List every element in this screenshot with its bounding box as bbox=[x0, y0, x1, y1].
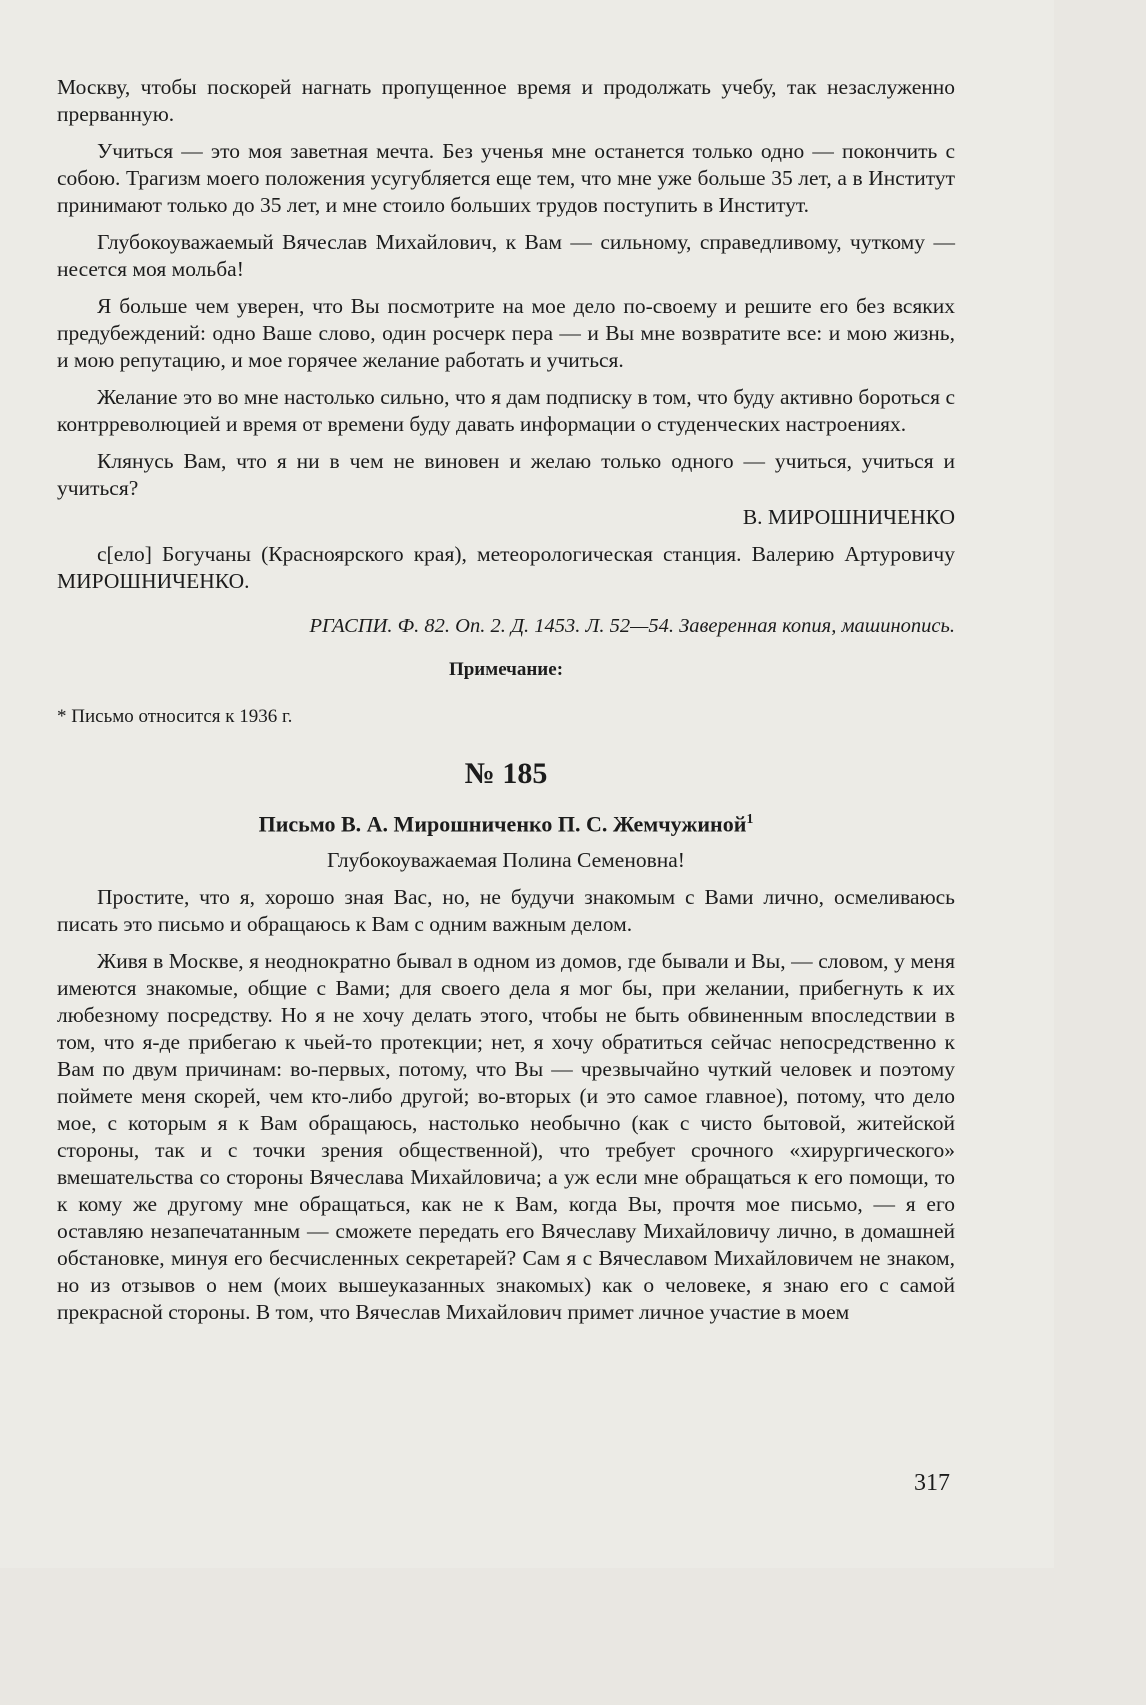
paragraph: Живя в Москве, я неоднократно бывал в одном из домов, где бывали и Вы, — словом, у меня имеются знакомые, общие с Вами; для своего дела я мог бы, при желании, прибегнуть к их любезному посредству. Но я не хочу делать этого, чтобы не быть обвиненным впоследствии в том, что я-де прибегаю к чьей-то протекции; нет, я хочу обратиться сейчас непосредственно к Вам по двум причинам: во-первых, потому, что Вы — чрезвычайно чуткий человек и поэтому поймете меня скорей, чем кто-либо другой; во-вторых (и это самое главное), потому, что дело мое, с которым я к Вам обращаюсь, настолько необычно (как с чисто бытовой, житейской стороны, так и с точки зрения общественной), что требует срочного «хирургического» вмешательства со стороны Вячеслава Михайловича; а уж если мне обращаться к его помощи, то к кому же другому мне обращаться, как не к Вам, когда Вы, прочтя мое письмо, — я его оставляю незапечатанным — сможете передать его Вячеславу Михайловичу лично, в домашней обстановке, минуя его бесчисленных секретарей? Сам я с Вячеславом Михайловичем не знаком, но из отзывов о нем (моих вышеуказанных знакомых) как о человеке, я знаю его с самой прекрасной стороны. В том, что Вячеслав Михайлович примет личное участие в моем bbox=[57, 949, 955, 1325]
footnote-mark: 1 bbox=[746, 812, 754, 827]
paragraph: Я больше чем уверен, что Вы посмотрите на мое дело по-своему и решите его без всяких предубеждений: одно Ваше слово, один росчерк пера — и Вы мне возвратите все: и мою жизнь, и мою репутацию, и мое горячее желание работать и учиться. bbox=[57, 294, 955, 372]
document-number: № 185 bbox=[464, 757, 548, 790]
salutation: Глубокоуважаемая Полина Семеновна! bbox=[327, 848, 685, 873]
paragraph: Желание это во мне настолько сильно, что я дам подписку в том, что буду активно бороться с контрреволюцией и время от времени буду давать информации о студенческих настроениях. bbox=[57, 385, 955, 436]
address-line: с[ело] Богучаны (Красноярского края), метеорологическая станция. Валерию Артуровичу МИРОШНИЧЕНКО. bbox=[57, 542, 955, 593]
document-title-text: Письмо В. А. Мирошниченко П. С. Жемчужиной bbox=[258, 811, 747, 837]
page-number: 317 bbox=[914, 1470, 950, 1496]
footnote: * Письмо относится к 1936 г. bbox=[57, 706, 293, 727]
text-column bbox=[57, 74, 955, 1326]
paragraph: Глубокоуважаемый Вячеслав Михайлович, к Вам — сильному, справедливому, чуткому — несется моя мольба! bbox=[57, 230, 955, 281]
signature: В. МИРОШНИЧЕНКО bbox=[742, 505, 955, 529]
paragraph: Простите, что я, хорошо зная Вас, но, не будучи знакомым с Вами лично, осмеливаюсь писать это письмо и обращаюсь к Вам с одним важным делом. bbox=[57, 885, 955, 937]
paragraph: Учиться — это моя заветная мечта. Без ученья мне останется только одно — покончить с собою. Трагизм моего положения усугубляется еще тем, что мне уже больше 35 лет, а в Институт принимают только до 35 лет, и мне стоило больших трудов поступить в Институт. bbox=[57, 139, 955, 217]
paragraph: Клянусь Вам, что я ни в чем не виновен и желаю только одного — учиться, учиться и учиться? bbox=[57, 449, 955, 500]
note-heading: Примечание: bbox=[448, 659, 564, 680]
archive-source: РГАСПИ. Ф. 82. Оп. 2. Д. 1453. Л. 52—54. Заверенная копия, машинопись. bbox=[309, 615, 955, 637]
document-title bbox=[57, 806, 955, 837]
paragraph: Москву, чтобы поскорей нагнать пропущенное время и продолжать учебу, так незаслуженно прерванную. bbox=[57, 75, 955, 126]
